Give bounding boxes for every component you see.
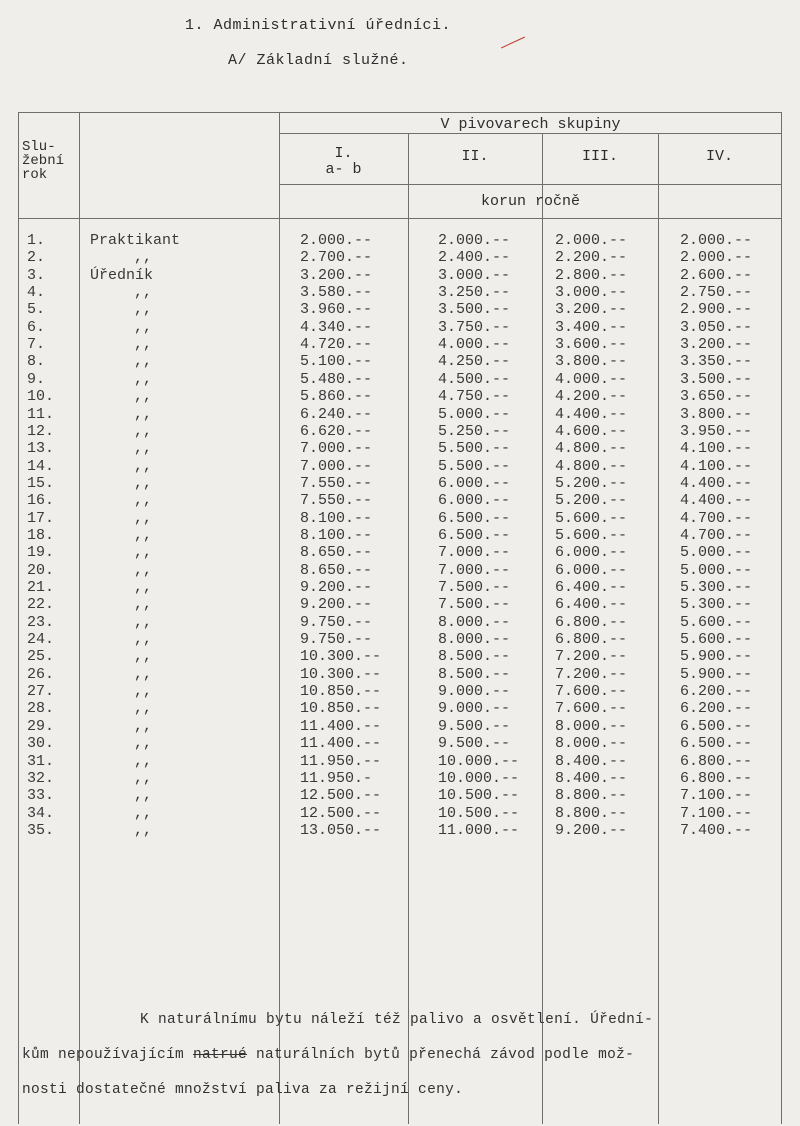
cell-g1: 7.550.-- — [300, 474, 373, 492]
cell-g4: 3.050.-- — [680, 318, 753, 336]
cell-g3: 5.200.-- — [555, 492, 628, 510]
cell-year: 13. — [27, 440, 55, 458]
document-subtitle: A/ Základní služné. — [228, 52, 409, 69]
cell-title: ,, — [134, 509, 153, 527]
cell-g1: 7.000.-- — [300, 440, 373, 458]
cell-g2: 2.400.-- — [438, 249, 511, 267]
note-line-3: nosti dostatečné množství paliva za režijní ceny. — [22, 1082, 464, 1098]
cell-year: 29. — [27, 717, 55, 735]
column-header-service-year: Slu- žební rok — [22, 139, 65, 183]
cell-title: ,, — [134, 665, 153, 683]
cell-g4: 3.650.-- — [680, 388, 753, 406]
cell-g1: 5.100.-- — [300, 353, 373, 371]
cell-g2: 10.500.-- — [438, 804, 520, 822]
cell-g3: 2.000.-- — [555, 232, 628, 249]
cell-g2: 8.500.-- — [438, 648, 511, 666]
cell-year: 25. — [27, 648, 55, 666]
cell-g1: 4.720.-- — [300, 336, 373, 354]
cell-year: 15. — [27, 474, 55, 492]
cell-g1: 8.650.-- — [300, 544, 373, 562]
cell-g2: 9.000.-- — [438, 700, 511, 718]
cell-g2: 10.500.-- — [438, 787, 520, 805]
cell-g1: 4.340.-- — [300, 318, 373, 336]
cell-g2: 2.000.-- — [438, 232, 511, 249]
cell-g3: 6.400.-- — [555, 579, 628, 596]
cell-g4: 3.800.-- — [680, 405, 753, 423]
unit-label: korun ročně — [480, 193, 581, 210]
cell-g4: 4.400.-- — [680, 474, 753, 492]
cell-g4: 5.900.-- — [680, 648, 753, 666]
cell-title: ,, — [134, 492, 153, 510]
cell-g1: 7.000.-- — [300, 457, 373, 475]
cell-g1: 3.580.-- — [300, 284, 373, 302]
cell-g4: 5.000.-- — [680, 561, 753, 579]
cell-year: 9. — [27, 370, 46, 388]
cell-g3: 6.800.-- — [555, 613, 628, 631]
cell-title: ,, — [134, 752, 153, 770]
table-divider-2 — [279, 112, 280, 1124]
cell-g4: 6.500.-- — [680, 735, 753, 753]
cell-g2: 7.000.-- — [438, 544, 511, 562]
document-title: 1. Administrativní úředníci. — [185, 17, 452, 34]
cell-g4: 6.200.-- — [680, 683, 753, 701]
cell-g2: 4.500.-- — [438, 370, 511, 388]
cell-year: 18. — [27, 526, 55, 544]
cell-g1: 6.240.-- — [300, 405, 373, 423]
cell-g2: 7.000.-- — [438, 561, 511, 579]
cell-g2: 3.750.-- — [438, 318, 511, 336]
cell-title: ,, — [134, 613, 153, 631]
cell-title: ,, — [134, 683, 153, 701]
cell-year: 20. — [27, 561, 55, 579]
cell-g1: 11.400.-- — [300, 735, 382, 753]
cell-g2: 6.500.-- — [438, 509, 511, 527]
cell-g2: 11.000.-- — [438, 821, 520, 839]
cell-title: ,, — [134, 318, 153, 336]
cell-year: 34. — [27, 804, 55, 822]
cell-year: 10. — [27, 388, 55, 406]
cell-g1: 6.620.-- — [300, 422, 373, 440]
cell-g3: 9.200.-- — [555, 821, 628, 839]
cell-g2: 5.000.-- — [438, 405, 511, 423]
cell-g4: 7.100.-- — [680, 787, 753, 805]
cell-title: ,, — [134, 440, 153, 458]
cell-g1: 11.950.-- — [300, 752, 382, 770]
cell-g3: 4.800.-- — [555, 457, 628, 475]
cell-g3: 7.600.-- — [555, 683, 628, 701]
cell-g2: 7.500.-- — [438, 579, 511, 596]
cell-year: 11. — [27, 405, 55, 423]
cell-g3: 8.000.-- — [555, 735, 628, 753]
cell-year: 4. — [27, 284, 46, 302]
cell-g2: 8.500.-- — [438, 665, 511, 683]
cell-year: 14. — [27, 457, 55, 475]
cell-g3: 4.000.-- — [555, 370, 628, 388]
cell-g4: 3.350.-- — [680, 353, 753, 371]
cell-g3: 8.400.-- — [555, 769, 628, 787]
cell-title: Praktikant — [90, 232, 181, 249]
cell-g3: 6.800.-- — [555, 631, 628, 649]
cell-title: ,, — [134, 631, 153, 649]
cell-g1: 5.480.-- — [300, 370, 373, 388]
cell-g3: 3.000.-- — [555, 284, 628, 302]
cell-year: 33. — [27, 787, 55, 805]
cell-g2: 6.000.-- — [438, 474, 511, 492]
cell-year: 3. — [27, 266, 46, 284]
cell-title: ,, — [134, 544, 153, 562]
cell-g2: 3.250.-- — [438, 284, 511, 302]
table-border-left — [18, 112, 19, 1124]
cell-g2: 5.500.-- — [438, 457, 511, 475]
cell-g3: 3.800.-- — [555, 353, 628, 371]
cell-g4: 2.900.-- — [680, 301, 753, 319]
table-divider-4 — [542, 133, 543, 1124]
cell-year: 27. — [27, 683, 55, 701]
cell-g1: 8.100.-- — [300, 509, 373, 527]
cell-title: ,, — [134, 579, 153, 596]
cell-g1: 9.200.-- — [300, 579, 373, 596]
table-border-right — [781, 112, 782, 1124]
cell-g3: 3.600.-- — [555, 336, 628, 354]
red-pen-mark — [501, 37, 525, 49]
cell-g1: 8.650.-- — [300, 561, 373, 579]
cell-title: ,, — [134, 301, 153, 319]
cell-g1: 8.100.-- — [300, 526, 373, 544]
cell-g3: 4.600.-- — [555, 422, 628, 440]
cell-year: 26. — [27, 665, 55, 683]
table-header-rule-3 — [18, 218, 782, 219]
cell-g4: 5.300.-- — [680, 579, 753, 596]
cell-year: 31. — [27, 752, 55, 770]
cell-g2: 8.000.-- — [438, 613, 511, 631]
cell-g1: 10.850.-- — [300, 683, 382, 701]
cell-title: ,, — [134, 717, 153, 735]
cell-title: ,, — [134, 353, 153, 371]
cell-g1: 10.300.-- — [300, 665, 382, 683]
cell-year: 19. — [27, 544, 55, 562]
cell-g1: 9.750.-- — [300, 631, 373, 649]
cell-year: 2. — [27, 249, 46, 267]
cell-g4: 4.100.-- — [680, 457, 753, 475]
cell-g1: 2.000.-- — [300, 232, 373, 249]
cell-g4: 2.600.-- — [680, 266, 753, 284]
struck-word: natrué — [193, 1047, 248, 1063]
cell-g3: 8.800.-- — [555, 787, 628, 805]
cell-year: 5. — [27, 301, 46, 319]
cell-year: 8. — [27, 353, 46, 371]
cell-title: ,, — [134, 787, 153, 805]
cell-title: ,, — [134, 769, 153, 787]
group-header-3: III. — [581, 148, 618, 165]
cell-g2: 4.000.-- — [438, 336, 511, 354]
cell-g3: 8.800.-- — [555, 804, 628, 822]
cell-g4: 3.950.-- — [680, 422, 753, 440]
cell-g2: 6.000.-- — [438, 492, 511, 510]
cell-g4: 5.600.-- — [680, 631, 753, 649]
cell-g3: 3.200.-- — [555, 301, 628, 319]
cell-title: ,, — [134, 735, 153, 753]
cell-g4: 6.800.-- — [680, 769, 753, 787]
cell-g2: 4.750.-- — [438, 388, 511, 406]
cell-g1: 3.200.-- — [300, 266, 373, 284]
cell-g4: 6.800.-- — [680, 752, 753, 770]
cell-g1: 7.550.-- — [300, 492, 373, 510]
cell-year: 1. — [27, 232, 46, 249]
cell-g4: 5.300.-- — [680, 596, 753, 614]
cell-title: ,, — [134, 526, 153, 544]
cell-g4: 3.200.-- — [680, 336, 753, 354]
cell-year: 23. — [27, 613, 55, 631]
cell-title: ,, — [134, 804, 153, 822]
cell-g2: 7.500.-- — [438, 596, 511, 614]
cell-year: 17. — [27, 509, 55, 527]
cell-year: 12. — [27, 422, 55, 440]
cell-g4: 6.200.-- — [680, 700, 753, 718]
cell-g2: 9.000.-- — [438, 683, 511, 701]
cell-g3: 7.200.-- — [555, 665, 628, 683]
cell-g2: 8.000.-- — [438, 631, 511, 649]
cell-g4: 4.700.-- — [680, 509, 753, 527]
cell-g2: 3.000.-- — [438, 266, 511, 284]
cell-g2: 4.250.-- — [438, 353, 511, 371]
cell-title: ,, — [134, 370, 153, 388]
cell-year: 21. — [27, 579, 55, 596]
cell-g4: 4.100.-- — [680, 440, 753, 458]
cell-g1: 9.750.-- — [300, 613, 373, 631]
cell-g4: 5.600.-- — [680, 613, 753, 631]
cell-g3: 4.800.-- — [555, 440, 628, 458]
table-divider-3 — [408, 133, 409, 1124]
cell-g1: 3.960.-- — [300, 301, 373, 319]
cell-title: ,, — [134, 700, 153, 718]
cell-g4: 3.500.-- — [680, 370, 753, 388]
cell-year: 35. — [27, 821, 55, 839]
cell-g3: 4.400.-- — [555, 405, 628, 423]
cell-title: ,, — [134, 405, 153, 423]
cell-title: ,, — [134, 648, 153, 666]
note-line-2: kům nepoužívajícím natrué naturálních bytů přenechá závod podle mož- — [22, 1047, 635, 1063]
cell-year: 22. — [27, 596, 55, 614]
cell-g3: 8.400.-- — [555, 752, 628, 770]
cell-title: ,, — [134, 561, 153, 579]
cell-g2: 10.000.-- — [438, 769, 520, 787]
cell-title: ,, — [134, 249, 153, 267]
cell-g4: 2.750.-- — [680, 284, 753, 302]
cell-g3: 3.400.-- — [555, 318, 628, 336]
cell-g2: 9.500.-- — [438, 735, 511, 753]
cell-g1: 5.860.-- — [300, 388, 373, 406]
cell-g2: 3.500.-- — [438, 301, 511, 319]
table-divider-1 — [79, 112, 80, 1124]
cell-title: ,, — [134, 388, 153, 406]
cell-g2: 9.500.-- — [438, 717, 511, 735]
cell-year: 16. — [27, 492, 55, 510]
cell-g1: 12.500.-- — [300, 787, 382, 805]
cell-g4: 5.900.-- — [680, 665, 753, 683]
table-header-rule-2 — [279, 184, 782, 185]
cell-g1: 11.400.-- — [300, 717, 382, 735]
cell-g3: 5.600.-- — [555, 526, 628, 544]
cell-title: ,, — [134, 821, 153, 839]
note-line-1: K naturálnímu bytu náleží též palivo a osvětlení. Úřední- — [140, 1012, 654, 1028]
cell-g1: 12.500.-- — [300, 804, 382, 822]
cell-title: ,, — [134, 422, 153, 440]
cell-g3: 7.600.-- — [555, 700, 628, 718]
cell-title: ,, — [134, 596, 153, 614]
cell-g1: 13.050.-- — [300, 821, 382, 839]
cell-g2: 5.250.-- — [438, 422, 511, 440]
cell-g1: 9.200.-- — [300, 596, 373, 614]
cell-g1: 10.850.-- — [300, 700, 382, 718]
group-header: V pivovarech skupiny — [440, 116, 621, 133]
cell-g4: 6.500.-- — [680, 717, 753, 735]
cell-g4: 7.400.-- — [680, 821, 753, 839]
cell-g4: 7.100.-- — [680, 804, 753, 822]
cell-title: Úředník — [90, 266, 154, 284]
cell-g3: 6.400.-- — [555, 596, 628, 614]
cell-g2: 5.500.-- — [438, 440, 511, 458]
cell-year: 32. — [27, 769, 55, 787]
cell-g4: 4.700.-- — [680, 526, 753, 544]
cell-title: ,, — [134, 284, 153, 302]
cell-year: 24. — [27, 631, 55, 649]
cell-g4: 4.400.-- — [680, 492, 753, 510]
cell-g3: 4.200.-- — [555, 388, 628, 406]
cell-g4: 2.000.-- — [680, 232, 753, 249]
group-header-2: II. — [461, 148, 489, 165]
cell-g1: 2.700.-- — [300, 249, 373, 267]
cell-g3: 7.200.-- — [555, 648, 628, 666]
cell-title: ,, — [134, 336, 153, 354]
cell-title: ,, — [134, 457, 153, 475]
cell-g1: 11.950.- — [300, 769, 373, 787]
cell-g4: 5.000.-- — [680, 544, 753, 562]
cell-year: 6. — [27, 318, 46, 336]
cell-year: 30. — [27, 735, 55, 753]
cell-year: 7. — [27, 336, 46, 354]
cell-year: 28. — [27, 700, 55, 718]
cell-g1: 10.300.-- — [300, 648, 382, 666]
cell-g3: 5.200.-- — [555, 474, 628, 492]
group-header-4: IV. — [705, 148, 733, 165]
cell-g3: 2.200.-- — [555, 249, 628, 267]
table-border-top — [18, 112, 782, 113]
cell-title: ,, — [134, 474, 153, 492]
cell-g3: 2.800.-- — [555, 266, 628, 284]
cell-g3: 6.000.-- — [555, 544, 628, 562]
table-divider-5 — [658, 133, 659, 1124]
group-header-1: I. a- b — [325, 145, 362, 178]
cell-g2: 6.500.-- — [438, 526, 511, 544]
cell-g2: 10.000.-- — [438, 752, 520, 770]
table-header-rule-1 — [279, 133, 782, 134]
cell-g3: 8.000.-- — [555, 717, 628, 735]
cell-g3: 6.000.-- — [555, 561, 628, 579]
cell-g4: 2.000.-- — [680, 249, 753, 267]
cell-g3: 5.600.-- — [555, 509, 628, 527]
